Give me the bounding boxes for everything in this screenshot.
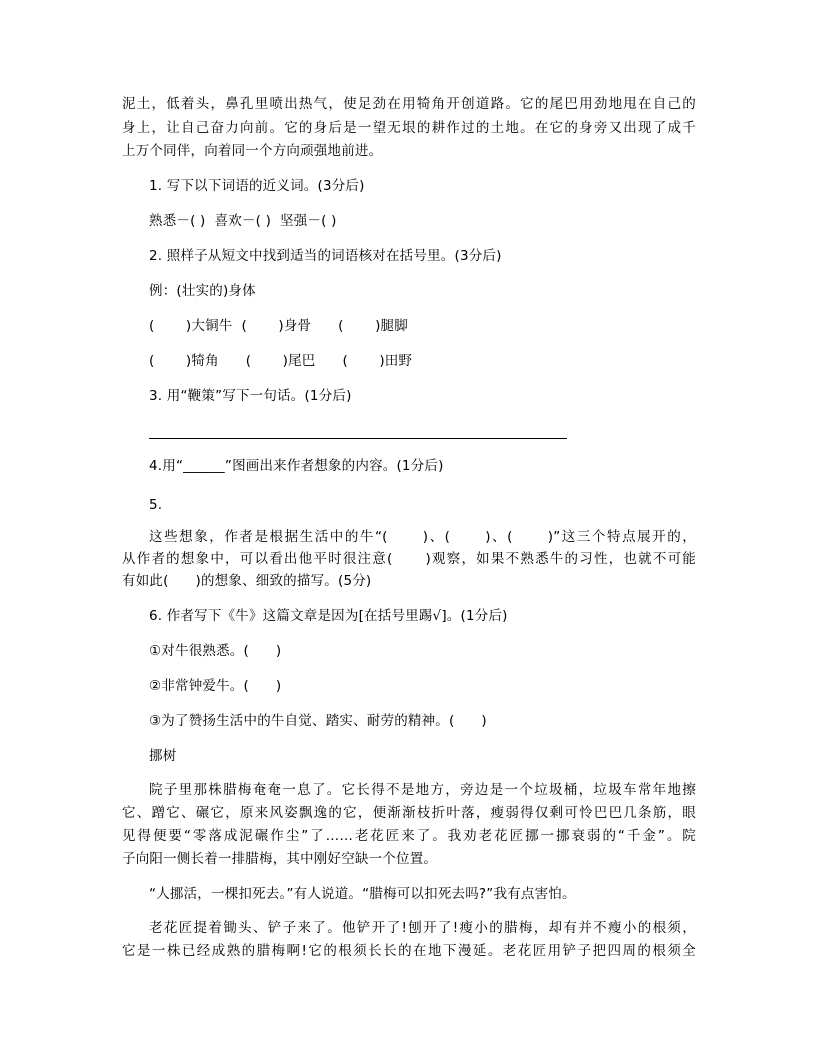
question-2-example: 例：(壮实的)身体	[149, 283, 256, 299]
question-5-line-1: 这些想象，作者是根据生活中的牛“( )、( )、( )”这三个特点展开的，	[149, 529, 696, 545]
passage2-p1-line-4: 子向阳一侧长着一排腊梅，其中刚好空缺一个位置。	[122, 851, 438, 867]
answer-line	[149, 438, 567, 439]
passage2-p3-line-2: 它是一株已经成熟的腊梅啊!它的根须长长的在地下漫延。老花匠用铲子把四周的根须全	[122, 943, 696, 959]
passage2-p3-line-1: 老花匠提着锄头、铲子来了。他铲开了!刨开了!瘦小的腊梅，却有并不瘦小的根须，	[149, 920, 696, 936]
question-2-row-2: ( )犄角 ( )尾巴 ( )田野	[149, 353, 413, 369]
passage2-p2: “人挪活，一棵扣死去。”有人说道。“腊梅可以扣死去吗?”我有点害怕。	[149, 886, 576, 902]
passage1-line-3: 上万个同伴，向着同一个方向顽强地前进。	[122, 143, 383, 159]
passage1-line-2: 身上，让自己奋力向前。它的身后是一望无垠的耕作过的土地。在它的身旁又出现了成千	[122, 120, 696, 136]
question-4-title: 4.用“______”图画出来作者想象的内容。(1分后)	[149, 458, 444, 474]
question-6-option-2: ②非常钟爱牛。( )	[149, 678, 282, 694]
passage2-p1-line-3: 见得便要“零落成泥碾作尘”了……老花匠来了。我劝老花匠挪一挪衰弱的“千金”。院	[122, 828, 696, 844]
question-2-row-1: ( )大铜牛 ( )身骨 ( )腿脚	[149, 318, 408, 334]
question-6-option-3: ③为了赞扬生活中的牛自觉、踏实、耐劳的精神。( )	[149, 713, 487, 729]
question-3-title: 3. 用“鞭策”写下一句话。(1分后)	[149, 388, 352, 404]
question-1-items: 熟悉－( ) 喜欢－( ) 坚强－( )	[149, 213, 337, 229]
passage2-p1-line-2: 它、蹭它、碾它，原来风姿飘逸的它，便渐渐枝折叶落，瘦弱得仅剩可怜巴巴几条筋，眼	[122, 805, 696, 821]
question-5-line-2: 从作者的想象中，可以看出他平时很注意( )观察，如果不熟悉牛的习性，也就不可能	[122, 551, 696, 567]
passage2-title: 挪树	[149, 748, 177, 764]
question-2-title: 2. 照样子从短文中找到适当的词语核对在括号里。(3分后)	[149, 248, 502, 264]
question-1-title: 1. 写下以下词语的近义词。(3分后)	[149, 178, 365, 194]
question-6-title: 6. 作者写下《牛》这篇文章是因为[在括号里踢√]。(1分后)	[149, 608, 508, 624]
passage2-p1-line-1: 院子里那株腊梅奄奄一息了。它长得不是地方，旁边是一个垃圾桶，垃圾车常年地擦	[149, 782, 696, 798]
question-6-option-1: ①对牛很熟悉。( )	[149, 643, 282, 659]
question-5-number: 5.	[149, 497, 163, 513]
question-5-line-3: 有如此( )的想象、细致的描写。(5分)	[122, 573, 372, 589]
passage1-line-1: 泥土，低着头，鼻孔里喷出热气，使足劲在用犄角开创道路。它的尾巴用劲地甩在自己的	[122, 96, 696, 112]
